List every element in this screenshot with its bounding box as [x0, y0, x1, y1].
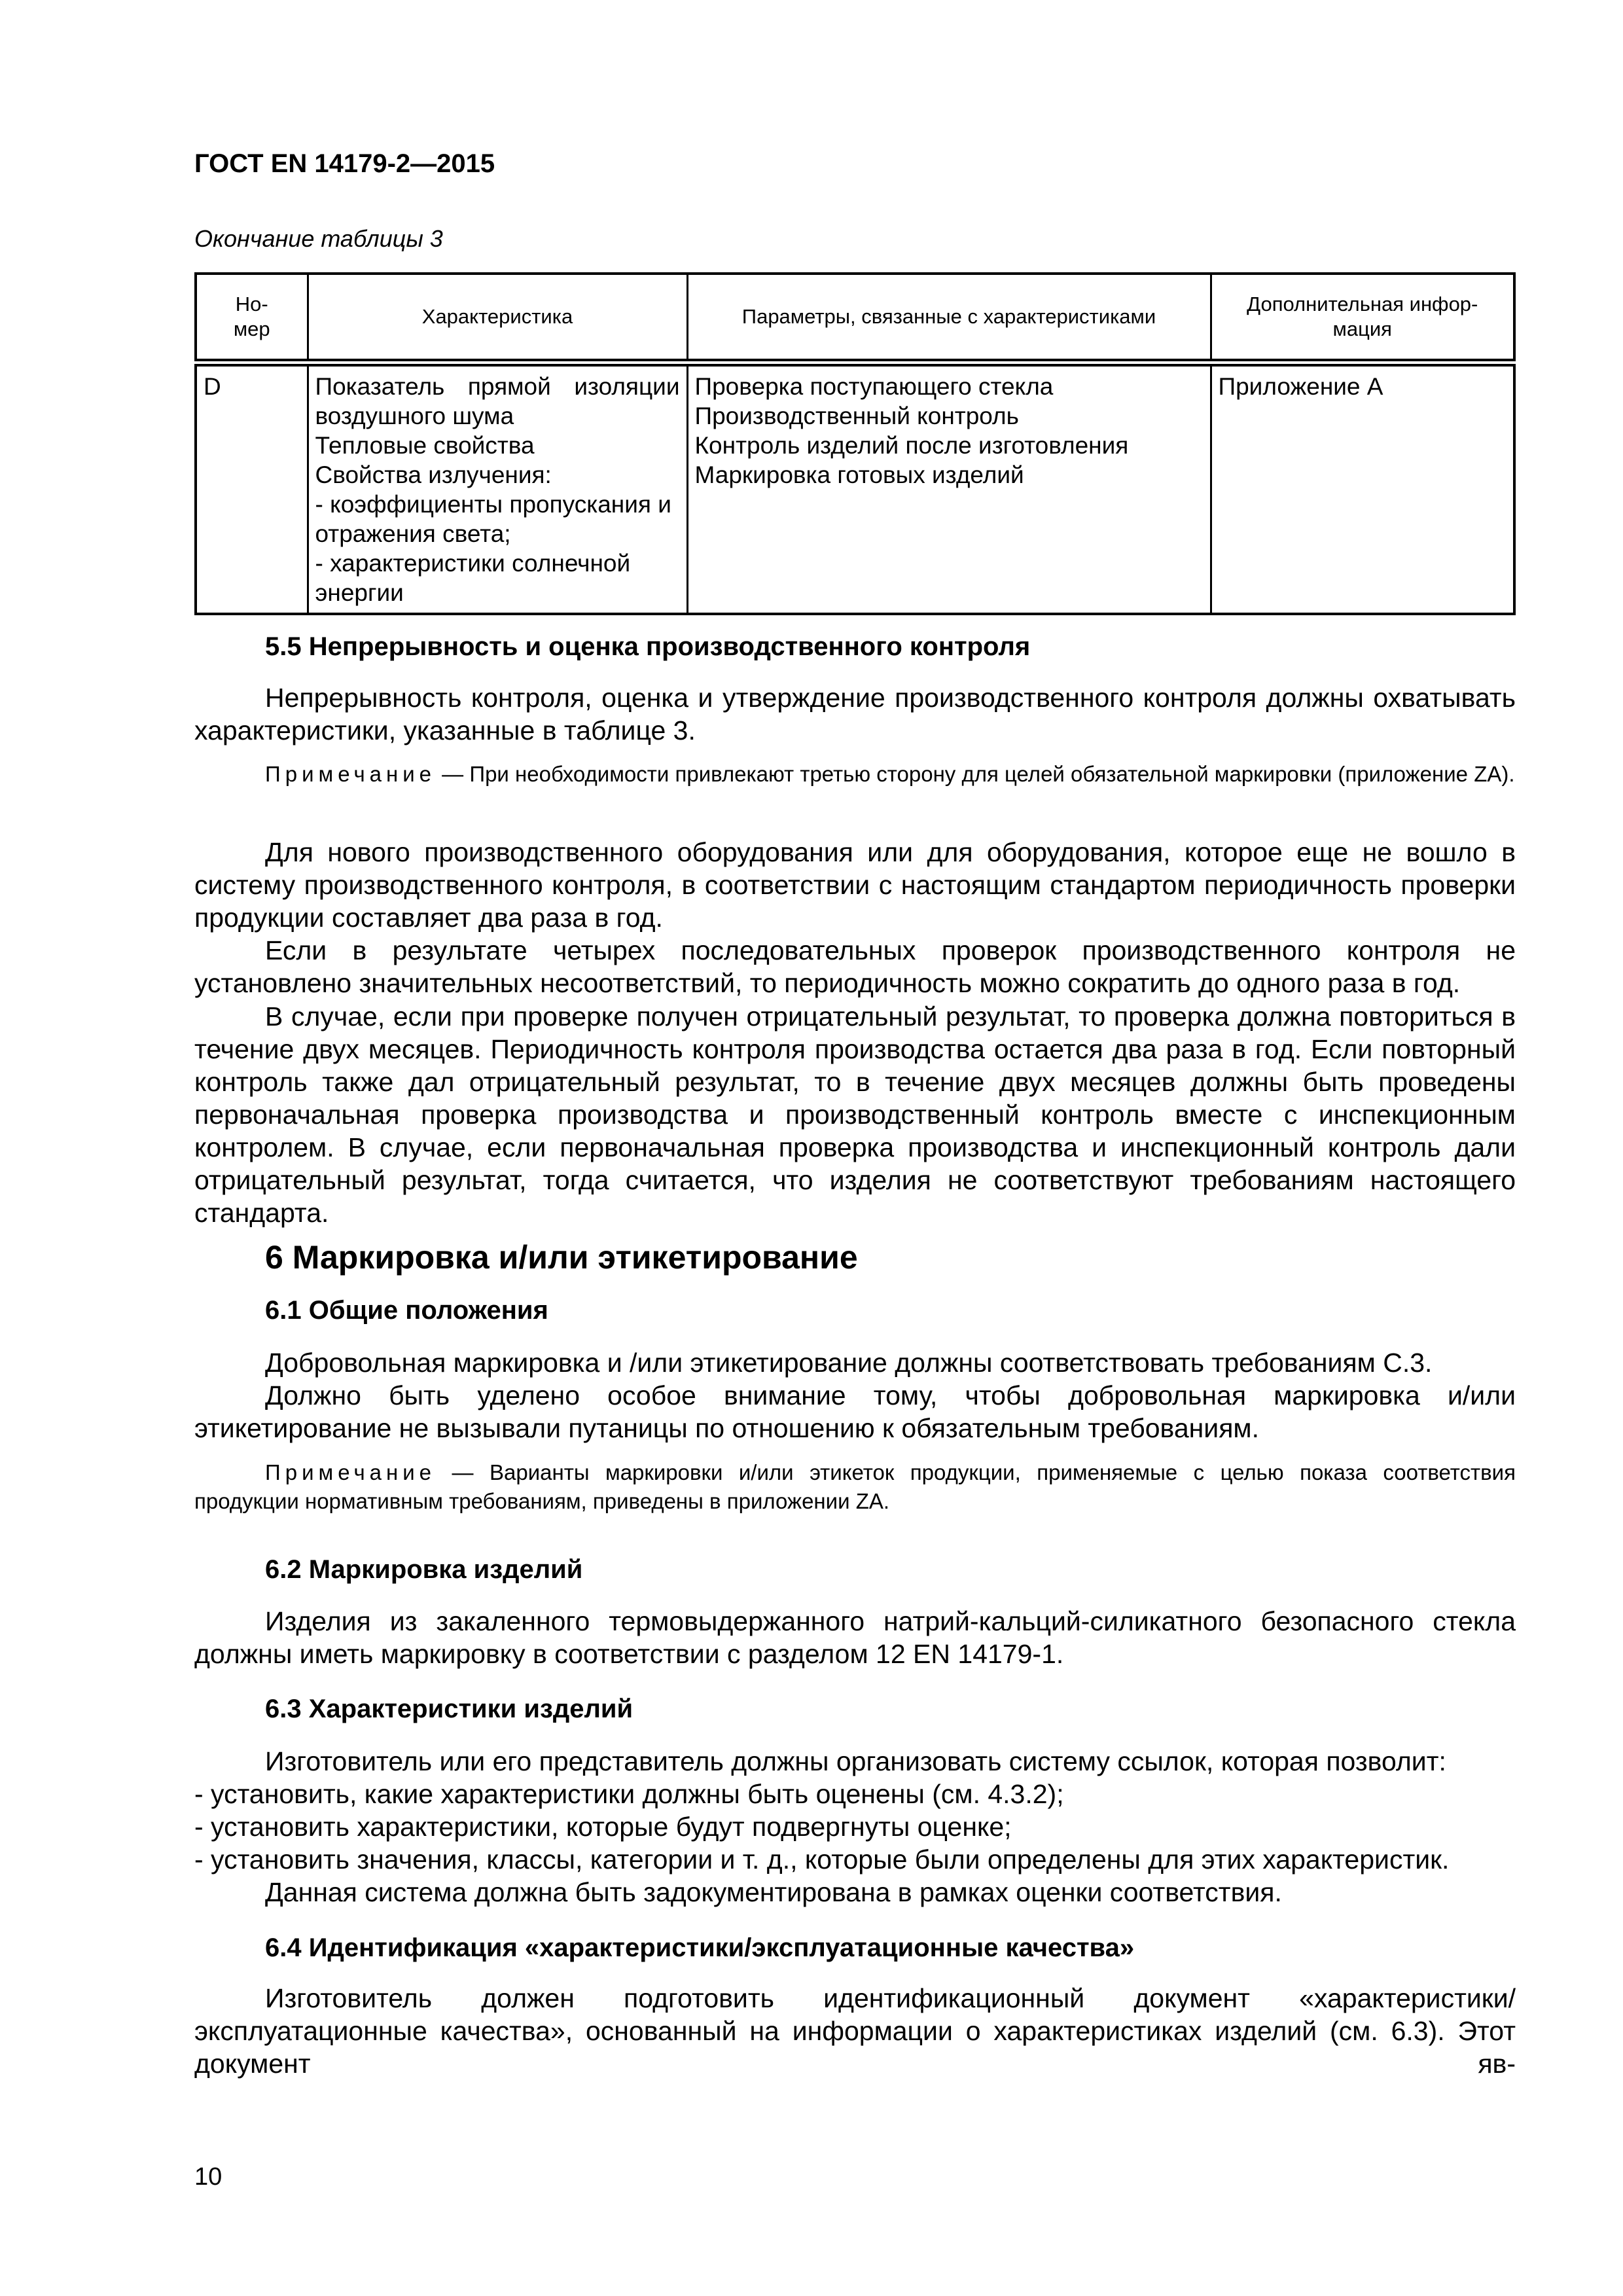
parameter-item: Проверка поступающего стекла: [694, 373, 1054, 400]
section-6-1-title: 6.1 Общие положения: [265, 1296, 548, 1325]
characteristic-item: Тепловые свойства: [315, 432, 535, 459]
note: [194, 760, 1516, 789]
paragraph: [194, 681, 1516, 747]
parameter-item: Контроль изделий после изготовления: [694, 432, 1129, 459]
paragraph-text: Должно быть уделено особое внимание тому, чтобы добровольная маркировка и/или этикетирование не вызывали путаницы по отношению к обязательным требованиям.: [194, 1380, 1516, 1443]
characteristic-item: - коэффициенты пропускания и отражения света;: [315, 491, 671, 547]
paragraph-text: Изготовитель должен подготовить идентификационный документ «характеристики/эксплуатационные качества», основанный на информации о характеристиках изделий (см. 6.3). Этот документ яв-: [194, 1983, 1516, 2079]
list-item: - установить характеристики, которые будут подвергнуты оценке;: [194, 1812, 1012, 1842]
characteristic-item: Свойства излучения:: [315, 461, 552, 488]
table-row: [196, 363, 1514, 614]
col-header-parameters: Параметры, связанные с характеристиками: [687, 274, 1211, 363]
paragraph: [194, 1982, 1516, 2080]
note-label: Примечание: [265, 762, 437, 786]
table-3: [194, 272, 1516, 615]
cell-number: D: [196, 363, 308, 614]
col-header-characteristic: Характеристика: [308, 274, 687, 363]
paragraph-text: Добровольная маркировка и /или этикетирование должны соответствовать требованиям С.3.: [265, 1348, 1433, 1378]
paragraph: [194, 934, 1516, 999]
paragraph-text: Непрерывность контроля, оценка и утверждение производственного контроля должны охватывать характеристики, указанные в таблице 3.: [194, 683, 1516, 745]
paragraph: [194, 1346, 1516, 1444]
paragraph-text: Если в результате четырех последовательных проверок производственного контроля не установлено значительных несоответствий, то периодичность можно сократить до одного раза в год.: [194, 935, 1516, 998]
paragraph-text: Изготовитель или его представитель должны организовать систему ссылок, которая позволит:: [265, 1746, 1446, 1776]
note-text: — При необходимости привлекают третью сторону для целей обязательной маркировки (приложение ZA).: [436, 762, 1515, 786]
parameter-item: Производственный контроль: [694, 403, 1019, 429]
note-label: Примечание: [265, 1460, 437, 1484]
cell-characteristics: [308, 363, 687, 614]
table-caption: Окончание таблицы 3: [194, 225, 443, 252]
paragraph-text: Изделия из закаленного термовыдержанного натрий-кальций-силикатного безопасного стекла должны иметь маркировку в соответствии с разделом 12 EN 14179-1.: [194, 1606, 1516, 1669]
parameter-item: Маркировка готовых изделий: [694, 461, 1024, 488]
section-6-title: 6 Маркировка и/или этикетирование: [265, 1239, 858, 1276]
section-6-4-title: 6.4 Идентификация «характеристики/эксплуатационные качества»: [265, 1933, 1135, 1962]
paragraph-text: В случае, если при проверке получен отрицательный результат, то проверка должна повториться в течение двух месяцев. Периодичность контроля производства остается два раза в год. Если повторный контроль также дал отрицательный результат, то в течение двух месяцев должны быть проведены первоначальная проверка производства и производственный контроль вместе с инспекционным контролем. В случае, если первоначальная проверка производства и инспекционный контроль дали отрицательный результат, тогда считается, что изделия не соответствуют требованиям настоящего стандарта.: [194, 1001, 1516, 1228]
paragraph-text: Данная система должна быть задокументирована в рамках оценки соответствия.: [265, 1877, 1282, 1907]
note-text: — Варианты маркировки и/или этикеток продукции, применяемые с целью показа соответствия продукции нормативным требованиям, приведены в приложении ZA.: [194, 1460, 1516, 1513]
col-header-number: Но- мер: [196, 274, 308, 363]
cell-parameters: [687, 363, 1211, 614]
list-item: - установить значения, классы, категории и т. д., которые были определены для этих характеристик.: [194, 1844, 1450, 1874]
paragraph: [194, 836, 1516, 934]
section-6-3-title: 6.3 Характеристики изделий: [265, 1695, 633, 1723]
section-5-5-title: 5.5 Непрерывность и оценка производственного контроля: [265, 632, 1031, 661]
section-6-2-title: 6.2 Маркировка изделий: [265, 1555, 583, 1584]
paragraph: [194, 1605, 1516, 1670]
paragraph: [194, 1000, 1516, 1229]
paragraph-text: Для нового производственного оборудования или для оборудования, которое еще не вошло в систему производственного контроля, в соответствии с настоящим стандартом периодичность проверки продукции составляет два раза в год.: [194, 837, 1516, 933]
document-header: ГОСТ EN 14179-2—2015: [194, 149, 495, 178]
characteristic-item: Показатель прямой изоляции воздушного шума: [315, 373, 680, 429]
characteristic-item: - характеристики солнечной энергии: [315, 550, 631, 606]
list-item: - установить, какие характеристики должны быть оценены (см. 4.3.2);: [194, 1779, 1064, 1809]
col-header-info: Дополнительная инфор- мация: [1211, 274, 1514, 363]
page-number: 10: [194, 2163, 223, 2191]
paragraph: [194, 1745, 1516, 1909]
note: [194, 1458, 1516, 1516]
cell-info: Приложение А: [1211, 363, 1514, 614]
